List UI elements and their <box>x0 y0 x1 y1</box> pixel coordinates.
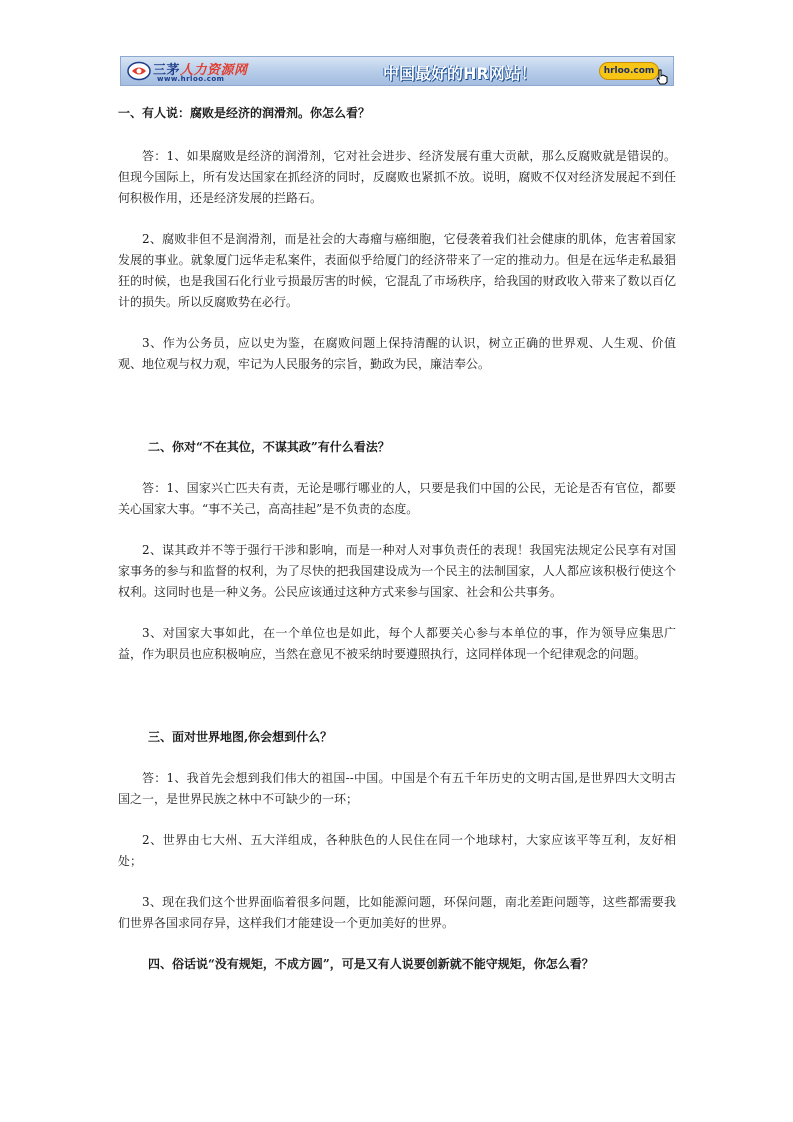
logo-icon <box>127 61 151 81</box>
paragraph: 2、腐败非但不是润滑剂，而是社会的大毒瘤与癌细胞，它侵袭着我们社会健康的肌体，危害着国家发展的事业。就象厦门远华走私案件，表面似乎给厦门的经济带来了一定的推动力。但是在远华走私最猖狂的时候，也是我国石化行业亏损最厉害的时候，它混乱了市场秩序，给我国的财政收入带来了数以百亿计的损失。所以反腐败势在必行。 <box>118 232 676 309</box>
paragraph: 2、世界由七大州、五大洋组成，各种肤色的人民住在同一个地球村，大家应该平等互利，友好相处； <box>118 833 676 868</box>
paragraph: 3、对国家大事如此，在一个单位也是如此，每个人都要关心参与本单位的事，作为领导应集思广益，作为职员也应积极响应，当然在意见不被采纳时要遵照执行，这同样体现一个纪律观念的问题。 <box>118 626 676 661</box>
paragraph: 2、谋其政并不等于强行干涉和影响，而是一种对人对事负责任的表现！我国宪法规定公民享有对国家事务的参与和监督的权利，为了尽快的把我国建设成为一个民主的法制国家，人人都应该积极行使这个权利。这同时也是一种义务。公民应该通过这种方式来参与国家、社会和公共事务。 <box>118 543 676 599</box>
logo-url: www.hrloo.com <box>157 75 225 83</box>
section-heading: 二、你对“不在其位，不谋其政”有什么看法？ <box>148 440 390 454</box>
paragraph: 答：1、国家兴亡匹夫有责，无论是哪行哪业的人，只要是我们中国的公民，无论是否有官位，都要关心国家大事。“事不关己，高高挂起”是不负责的态度。 <box>118 481 676 516</box>
paragraph: 答：1、我首先会想到我们伟大的祖国--中国。中国是个有五千年历史的文明古国,是世界四大文明古国之一，是世界民族之林中不可缺少的一环； <box>118 771 676 806</box>
section-heading: 四、俗话说“没有规矩，不成方圆”，可是又有人说要创新就不能守规矩，你怎么看？ <box>148 957 594 971</box>
site-badge-button[interactable]: hrloo.com <box>599 62 659 80</box>
banner-slogan: 中国最好的HR网站！ <box>383 64 537 83</box>
paragraph: 答：1、如果腐败是经济的润滑剂，它对社会进步、经济发展有重大贡献，那么反腐败就是错误的。但现今国际上，所有发达国家在抓经济的同时，反腐败也紧抓不放。说明，腐败不仅对经济发展起不到任何积极作用，还是经济发展的拦路石。 <box>118 149 676 205</box>
logo-brand: 三茅 <box>153 63 181 78</box>
paragraph: 3、现在我们这个世界面临着很多问题，比如能源问题，环保问题，南北差距问题等，这些都需要我们世界各国求同存异，这样我们才能建设一个更加美好的世界。 <box>118 895 676 930</box>
document-body <box>118 103 676 975</box>
hand-cursor-icon <box>655 69 669 85</box>
header-banner[interactable] <box>120 56 674 86</box>
paragraph: 3、作为公务员，应以史为鉴，在腐败问题上保持清醒的认识，树立正确的世界观、人生观、价值观、地位观与权力观，牢记为人民服务的宗旨，勤政为民，廉洁奉公。 <box>118 336 676 371</box>
section-heading: 一、有人说：腐败是经济的润滑剂。你怎么看？ <box>118 106 371 120</box>
section-heading: 三、面对世界地图,你会想到什么？ <box>148 730 333 744</box>
logo-site-name: 人力资源网 <box>180 63 248 78</box>
